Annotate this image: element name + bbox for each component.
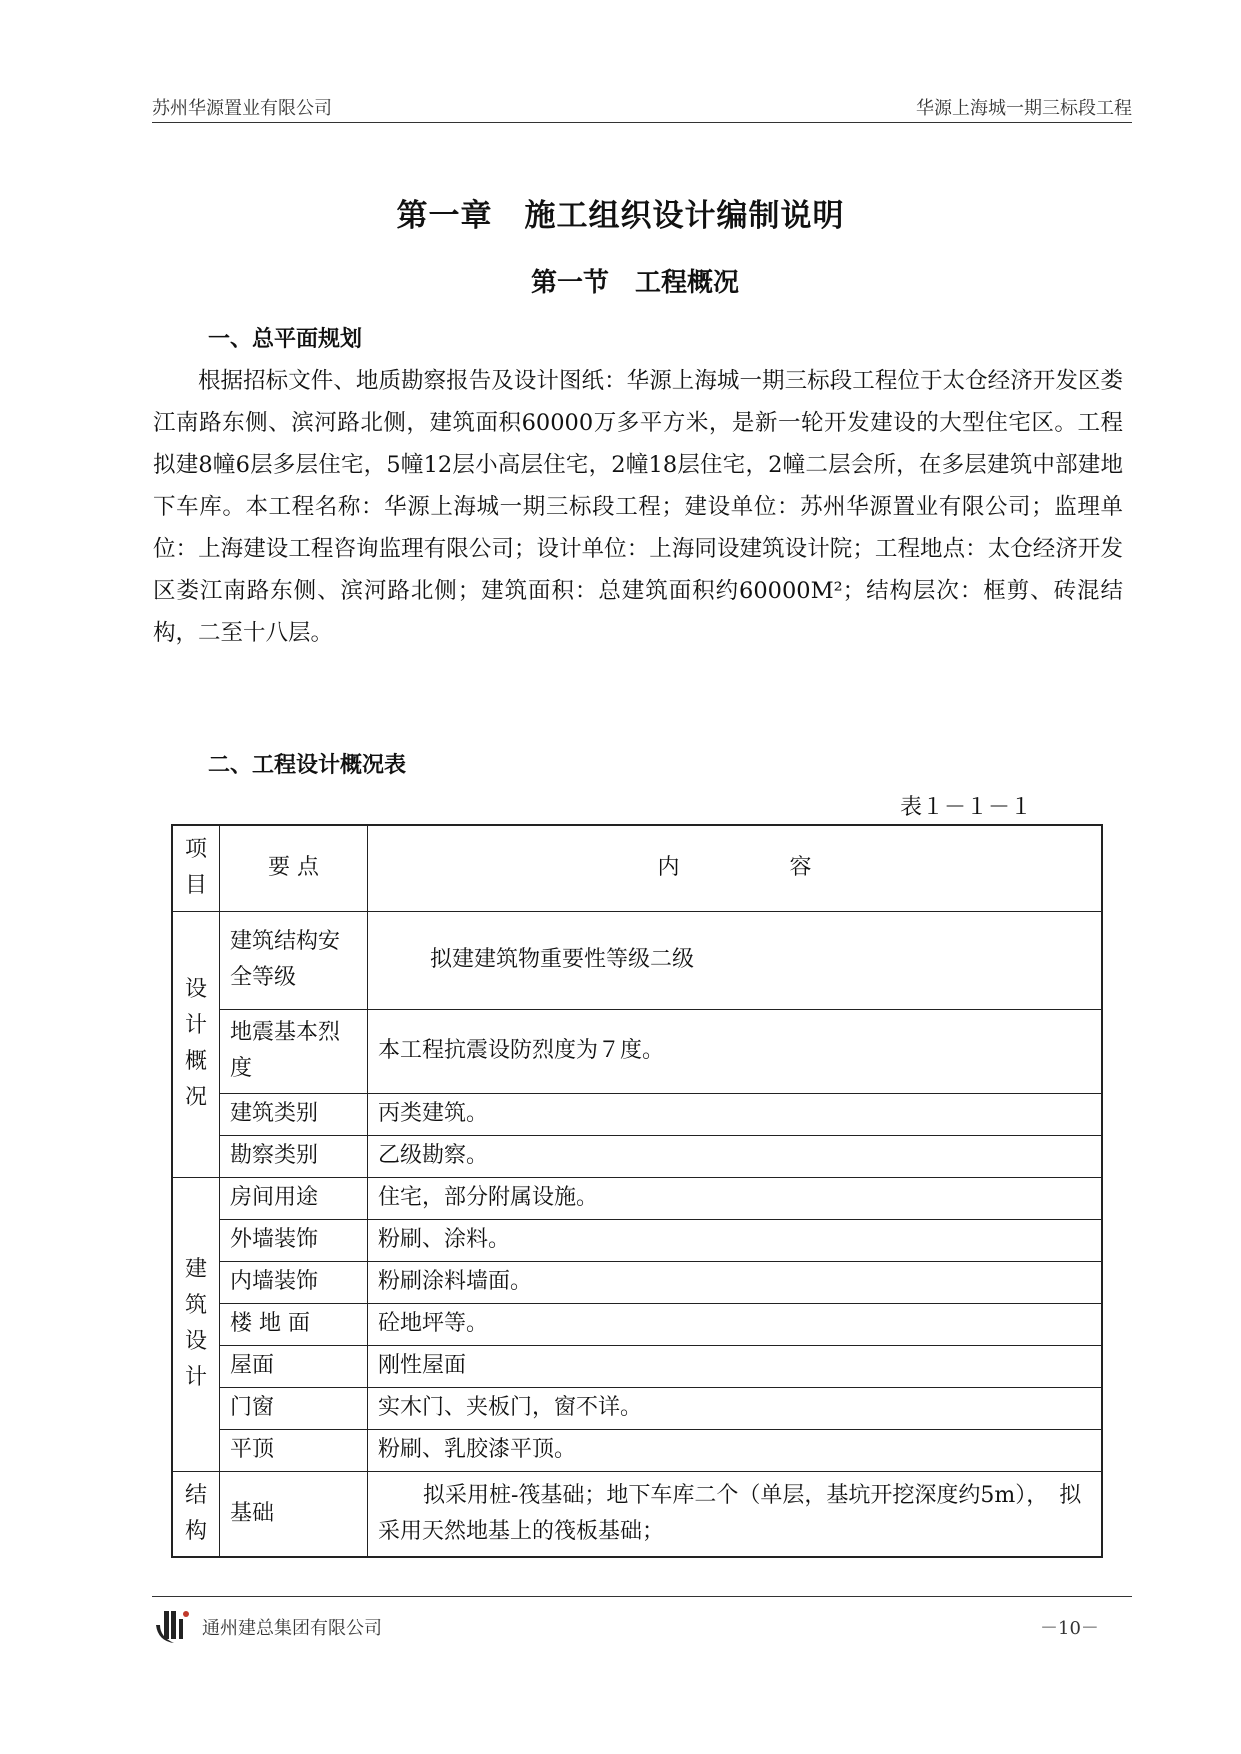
key-cell: 勘察类别 xyxy=(220,1135,368,1177)
value-cell: 粉刷、涂料。 xyxy=(368,1219,1103,1261)
page-header xyxy=(152,92,1132,123)
col-header-item: 项目 xyxy=(172,825,220,911)
value-cell: 乙级勘察。 xyxy=(368,1135,1103,1177)
design-overview-table xyxy=(171,824,1103,1558)
col-header-content: 内 容 xyxy=(368,825,1103,911)
value-cell: 粉刷涂料墙面。 xyxy=(368,1261,1103,1303)
value-cell: 拟采用桩-筏基础；地下车库二个（单层，基坑开挖深度约5m）， 拟采用天然地基上的筏板基础； xyxy=(368,1471,1103,1557)
table-row xyxy=(172,1303,1102,1345)
value-cell: 砼地坪等。 xyxy=(368,1303,1103,1345)
table-header-row xyxy=(172,825,1102,911)
table-row xyxy=(172,1429,1102,1471)
table-row xyxy=(172,1135,1102,1177)
key-cell: 房间用途 xyxy=(220,1177,368,1219)
key-cell: 内墙装饰 xyxy=(220,1261,368,1303)
company-logo-icon xyxy=(152,1605,192,1645)
subsection-heading-design-table: 二、工程设计概况表 xyxy=(208,753,407,778)
value-cell: 住宅，部分附属设施。 xyxy=(368,1177,1103,1219)
key-cell: 基础 xyxy=(220,1471,368,1557)
key-cell: 楼 地 面 xyxy=(220,1303,368,1345)
table-row xyxy=(172,1387,1102,1429)
key-cell: 平顶 xyxy=(220,1429,368,1471)
key-cell: 建筑类别 xyxy=(220,1093,368,1135)
value-cell: 实木门、夹板门，窗不详。 xyxy=(368,1387,1103,1429)
value-cell: 拟建建筑物重要性等级二级 xyxy=(368,911,1103,1009)
value-cell: 丙类建筑。 xyxy=(368,1093,1103,1135)
subsection-heading-site-plan: 一、总平面规划 xyxy=(208,327,363,352)
header-project: 华源上海城一期三标段工程 xyxy=(916,98,1132,119)
key-cell: 地震基本烈度 xyxy=(220,1009,368,1093)
value-cell: 本工程抗震设防烈度为７度。 xyxy=(368,1009,1103,1093)
table-row xyxy=(172,1009,1102,1093)
table-row xyxy=(172,1261,1102,1303)
footer-company: 通州建总集团有限公司 xyxy=(202,1618,382,1639)
table-row xyxy=(172,1219,1102,1261)
key-cell: 外墙装饰 xyxy=(220,1219,368,1261)
page-number: －10－ xyxy=(1040,1618,1099,1639)
table-row xyxy=(172,1345,1102,1387)
table-label: 表１－１－１ xyxy=(900,795,1033,820)
category-cell: 建筑设计 xyxy=(172,1177,220,1471)
section-title: 第一节 工程概况 xyxy=(530,268,739,298)
table-row xyxy=(172,1093,1102,1135)
key-cell: 门窗 xyxy=(220,1387,368,1429)
footer-divider xyxy=(152,1596,1132,1597)
col-header-point: 要 点 xyxy=(220,825,368,911)
site-plan-paragraph: 根据招标文件、地质勘察报告及设计图纸：华源上海城一期三标段工程位于太仓经济开发区娄江南路东侧、滨河路北侧，建筑面积60000万多平方米，是新一轮开发建设的大型住宅区。工程拟建8幢6层多层住宅，5幢12层小高层住宅，2幢18层住宅，2幢二层会所，在多层建筑中部建地下车库。本工程名称：华源上海城一期三标段工程；建设单位：苏州华源置业有限公司；监理单位：上海建设工程咨询监理有限公司；设计单位：上海同设建筑设计院；工程地点：太仓经济开发区娄江南路东侧、滨河路北侧；建筑面积：总建筑面积约60000M²；结构层次：框剪、砖混结构，二至十八层。 xyxy=(153,368,1123,646)
category-cell: 结构 xyxy=(172,1471,220,1557)
table-row xyxy=(172,1471,1102,1557)
key-cell: 建筑结构安全等级 xyxy=(220,911,368,1009)
category-cell: 设计概况 xyxy=(172,911,220,1177)
value-cell: 刚性屋面 xyxy=(368,1345,1103,1387)
header-company: 苏州华源置业有限公司 xyxy=(152,98,332,119)
value-cell: 粉刷、乳胶漆平顶。 xyxy=(368,1429,1103,1471)
key-cell: 屋面 xyxy=(220,1345,368,1387)
table-row xyxy=(172,1177,1102,1219)
table-row xyxy=(172,911,1102,1009)
chapter-title: 第一章 施工组织设计编制说明 xyxy=(396,198,845,234)
